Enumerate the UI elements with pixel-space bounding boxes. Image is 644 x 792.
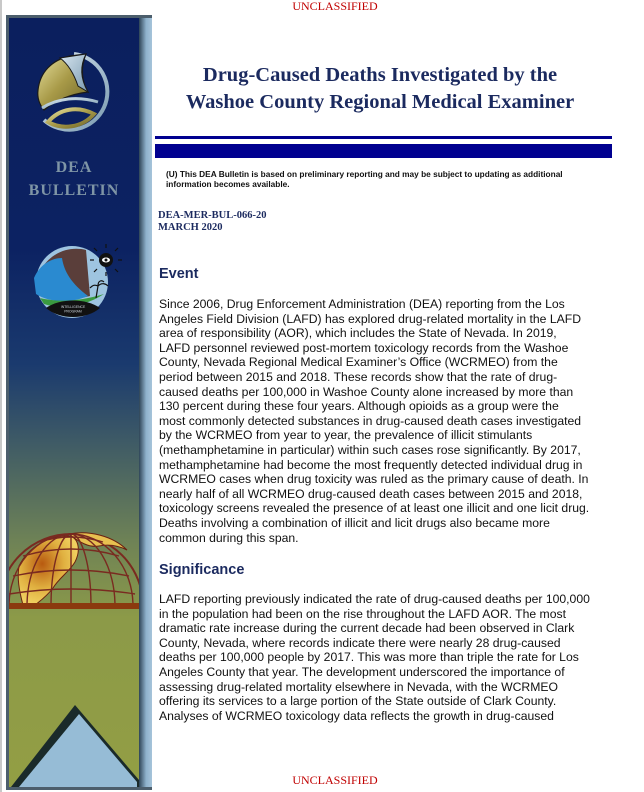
- paragraph-line: LAFD personnel reviewed post-mortem toxicology records from the Washoe: [159, 340, 569, 355]
- classification-banner-top: UNCLASSIFIED: [292, 0, 378, 13]
- disclaimer-line-2: information becomes available.: [166, 179, 290, 189]
- paragraph-line: dramatic rate increase during the current decade had been observed in Clark: [159, 621, 575, 636]
- paragraph-line: in the population had been on the rise throughout the LAFD AOR. The most: [159, 606, 566, 621]
- event-paragraph: [159, 297, 623, 545]
- paragraph-line: Deaths involving a combination of illicit and licit drugs also became more: [159, 515, 550, 530]
- title-line-2: Washoe County Regional Medical Examiner: [185, 91, 575, 113]
- paragraph-line: County, Nevada Regional Medical Examiner’s Office (WCRMEO) from the: [159, 355, 558, 370]
- paragraph-line: assessing drug-related mortality elsewhere in Nevada, with the WCRMEO: [159, 679, 558, 694]
- paragraph-line: Angeles County that year. The development underscored the importance of: [159, 664, 565, 679]
- paragraph-line: period between 2015 and 2018. These records show that the rate of drug-: [159, 369, 558, 384]
- paragraph-line: WCRMEO cases when drug toxicity was ruled as the primary cause of death. In: [159, 472, 589, 487]
- document-date: MARCH 2020: [158, 222, 223, 233]
- paragraph-line: nearly half of all WCRMEO drug-caused death cases between 2015 and 2018,: [159, 486, 583, 501]
- classification-banner-bottom: UNCLASSIFIED: [292, 773, 378, 787]
- title-rule-thick: [155, 144, 612, 158]
- sidebar-ribbon: [6, 15, 152, 790]
- paragraph-line: deaths per 100,000 people by 2017. This was more than triple the rate for Los: [159, 650, 579, 665]
- paragraph-line: offering its services to a large portion of the State outside of Clark County.: [159, 694, 557, 709]
- disclaimer-note: [166, 169, 596, 189]
- paragraph-line: 130 percent during these four years. Although opioids as a group were the: [159, 399, 559, 414]
- paragraph-line: (methamphetamine in particular) within such cases rose significantly. By 2017,: [159, 442, 581, 457]
- title-line-1: Drug-Caused Deaths Investigated by the: [202, 64, 558, 86]
- paragraph-line: methamphetamine had become the most frequently detected individual drug in: [159, 457, 583, 472]
- title-rule-thin: [155, 136, 612, 139]
- paragraph-line: Angeles Field Division (LAFD) has explored drug-related mortality in the LAFD: [159, 311, 582, 326]
- badge-text-line2: PROGRAM: [64, 309, 82, 314]
- paragraph-line: common during this span.: [159, 530, 299, 545]
- paragraph-line: caused deaths per 100,000 in Washoe County alone increased by more than: [159, 384, 574, 399]
- paragraph-line: LAFD reporting previously indicated the rate of drug-caused deaths per 100,000: [159, 592, 590, 606]
- paragraph-line: Analyses of WCRMEO toxicology data reflects the growth in drug-caused: [159, 708, 554, 723]
- paragraph-line: toxicology screens revealed the presence of at least one illicit and one licit drug.: [159, 501, 590, 516]
- paragraph-line: area of responsibility (AOR), which includes the State of Nevada. In 2019,: [159, 326, 557, 341]
- ribbon-notch: [9, 18, 139, 787]
- paragraph-line: by the WCRMEO from year to year, the prevalence of illicit stimulants: [159, 428, 533, 443]
- significance-paragraph: [159, 592, 623, 723]
- section-heading-significance: Significance: [159, 562, 245, 578]
- sidebar-panel: [9, 18, 152, 787]
- page-title: [160, 62, 600, 116]
- paragraph-line: most commonly detected substances in drug-caused death cases investigated: [159, 413, 582, 428]
- document-id: DEA-MER-BUL-066-20: [158, 210, 267, 221]
- document-meta: [158, 210, 267, 234]
- ribbon-shadow-edge: [139, 18, 152, 787]
- paragraph-line: Since 2006, Drug Enforcement Administration (DEA) reporting from the Los: [159, 297, 565, 311]
- section-heading-event: Event: [159, 266, 199, 282]
- paragraph-line: County, Nevada, where records indicate there were nearly 28 drug-caused: [159, 635, 561, 650]
- dea-bulletin-label-line1: DEA: [55, 159, 93, 176]
- badge-text-line1: INTELLIGENCE: [60, 305, 86, 309]
- page-edge-line: [0, 0, 2, 792]
- disclaimer-line-1: (U) This DEA Bulletin is based on preliminary reporting and may be subject to updating as additional: [166, 169, 563, 179]
- dea-bulletin-label-line2: BULLETIN: [28, 182, 120, 199]
